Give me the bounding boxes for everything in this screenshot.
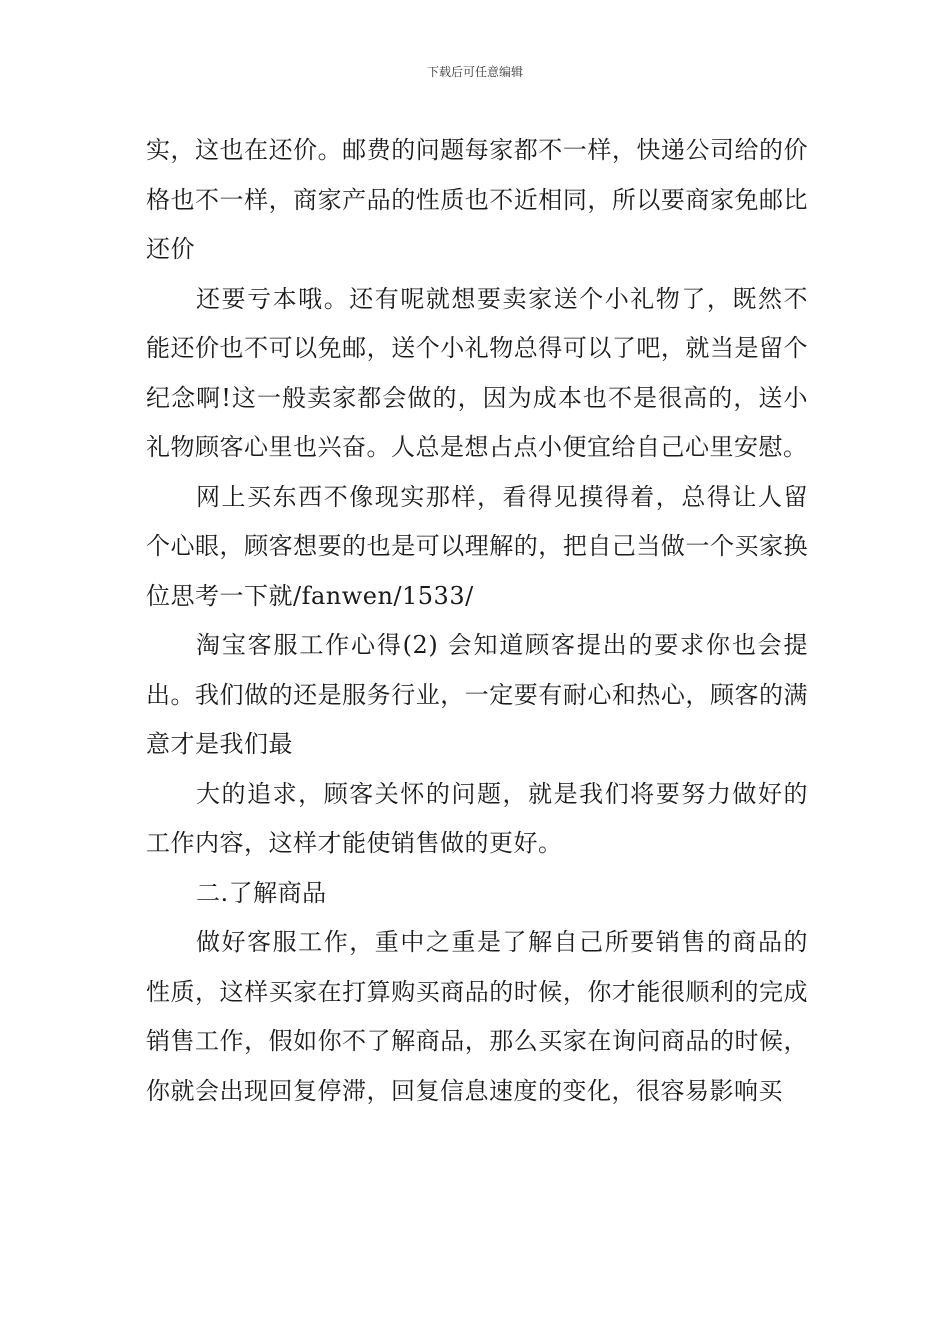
paragraph-6: 做好客服工作，重中之重是了解自己所要销售的商品的性质，这样买家在打算购买商品的时候，你才能很顺利的完成销售工作，假如你不了解商品，那么买家在询问商品的时候，你就会出现回复停滞，回复信息速度的变化，很容易影响买 [146,928,808,1105]
paragraph-4: 淘宝客服工作心得(2) 会知道顾客提出的要求你也会提出。我们做的还是服务行业，一定要有耐心和热心，顾客的满意才是我们最 [146,631,808,758]
section-heading: 二.了解商品 [196,878,327,907]
page-header: 下载后可任意编辑 [426,65,523,79]
paragraph-1: 实，这也在还价。邮费的问题每家都不一样，快递公司给的价格也不一样，商家产品的性质也不近相同，所以要商家免邮比还价 [146,136,808,263]
paragraph-2: 还要亏本哦。还有呢就想要卖家送个小礼物了，既然不能还价也不可以免邮，送个小礼物总得可以了吧，就当是留个纪念啊!这一般卖家都会做的，因为成本也不是很高的，送小礼物顾客心里也兴奋。人总是想占点小便宜给自己心里安慰。 [146,284,808,461]
paragraph-5: 大的追求，顾客关怀的问题，就是我们将要努力做好的工作内容，这样才能使销售做的更好。 [146,779,808,857]
paragraph-3: 网上买东西不像现实那样，看得见摸得着，总得让人留个心眼，顾客想要的也是可以理解的，把自己当做一个买家换位思考一下就/fanwen/1533/ [146,482,808,610]
document-body [146,126,808,1116]
